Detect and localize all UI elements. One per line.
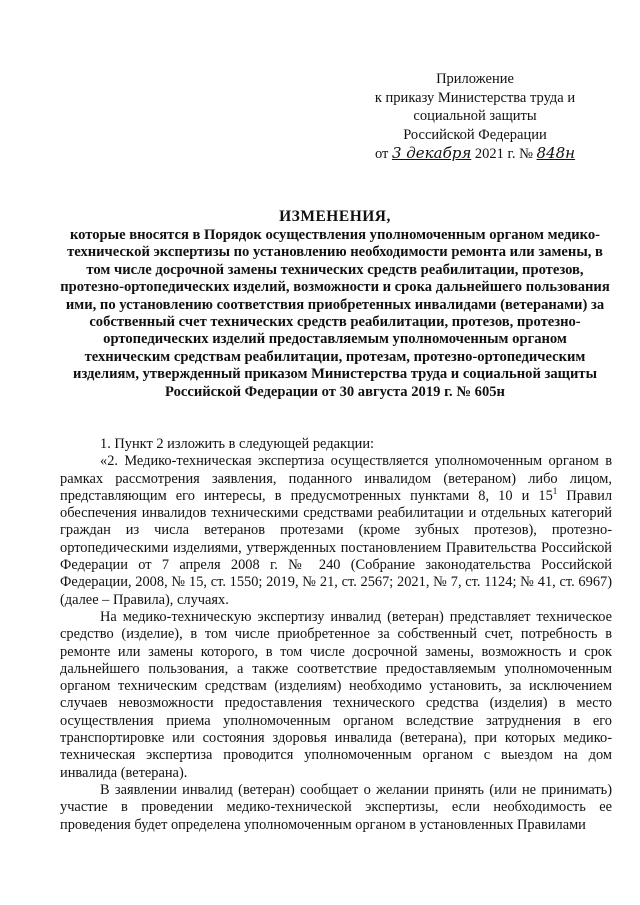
handwritten-date: 3 декабря <box>391 144 472 162</box>
paragraph-2-part-a: «2. Медико-техническая экспертиза осуществляется уполномоченным органом в рамках рассмотрения заявления, поданного инвалидом (ветераном) либо лицом, представляющим его интересы, в предусмотренных пунктами 8, 10 и 15 <box>60 453 612 504</box>
paragraph-2-part-b: Правил обеспечения инвалидов техническими средствами реабилитации и отдельных категорий граждан из числа ветеранов протезами (кроме зубных протезов), протезно-ортопедическими изделиями, утвержденных постановлением Правительства Российской Федерации от 7 апреля 2008 г. № 240 (Собрание законодательства Российской Федерации, 2008, № 15, ст. 1550; 2019, № 21, ст. 2567; 2021, № 7, ст. 1124; № 41, ст. 6967) (далее – Правила), случаях. <box>60 487 612 608</box>
date-year: 2021 г. № <box>474 146 533 162</box>
title-heading: ИЗМЕНЕНИЯ, <box>279 208 391 225</box>
appendix-date-row <box>355 144 595 164</box>
paragraph-2 <box>60 453 612 609</box>
paragraph-3: На медико-техническую экспертизу инвалид (ветеран) представляет техническое средство (изделие), в том числе приобретенное за собственный счет, потребность в ремонте или замены которого, в том числе досрочной замены, возможность и срок дальнейшего пользования, а также соответствие предоставляемым уполномоченным органом техническим средствам (изделиям) необходимо установить, за исключением случаев невозможности предоставления технического средства (изделия) в место осуществления приема уполномоченным органом вследствие затруднения в его транспортировке или состояния здоровья инвалида (ветерана), при которых медико-техническая экспертиза проводится уполномоченным органом с выездом на дом инвалида (ветерана). <box>60 608 612 781</box>
footnote-superscript: 1 <box>552 486 558 497</box>
document-title <box>60 208 610 401</box>
title-subtitle: которые вносятся в Порядок осуществления уполномоченным органом медико-технической экспертизы по установлению необходимости ремонта или замены, в том числе досрочной замены технических средств реабилитации, протезов, протезно-ортопедических изделий, возможности и срока дальнейшего пользования ими, по установлению соответствия приобретенных инвалидами (ветеранами) за собственный счет технических средств реабилитации, протезов, протезно-ортопедических изделий предоставляемым уполномоченным органом техническим средствам реабилитации, протезам, протезно-ортопедическим изделиям, утвержденный приказом Министерства труда и социальной защиты Российской Федерации от 30 августа 2019 г. № 605н <box>60 227 610 400</box>
appendix-ministry-line: социальной защиты <box>413 108 537 124</box>
paragraph-1: 1. Пункт 2 изложить в следующей редакции: <box>100 436 375 452</box>
paragraph-4: В заявлении инвалид (ветеран) сообщает о желании принять (или не принимать) участие в проведении медико-технической экспертизы, если необходимость ее проведения будет определена уполномоченным органом в установленных Правилами <box>60 781 612 833</box>
appendix-header <box>355 70 595 164</box>
appendix-order-line: к приказу Министерства труда и <box>374 89 576 106</box>
appendix-label: Приложение <box>436 71 514 87</box>
appendix-country-line: Российской Федерации <box>403 126 547 143</box>
date-prefix: от <box>374 146 389 162</box>
handwritten-order-number: 848н <box>536 144 576 162</box>
document-body <box>60 436 612 834</box>
